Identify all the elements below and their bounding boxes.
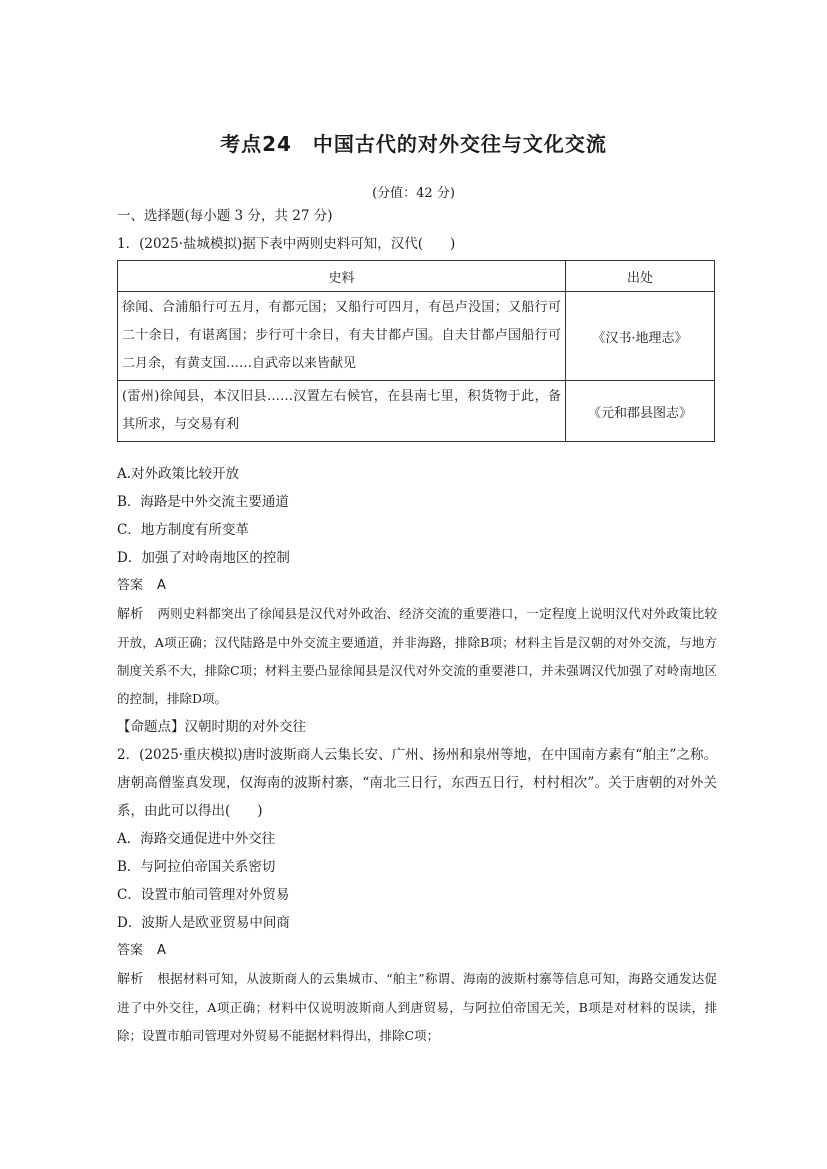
q2-stem: 2．(2025·重庆模拟)唐时波斯商人云集长安、广州、扬州和泉州等地，在中国南方素有“舶主”之称。唐朝高僧鉴真发现，仅海南的波斯村寨，“南北三日行，东西五日行，村村相次”。关于唐朝的对外关系，由此可以得出( ) bbox=[117, 747, 717, 819]
table-header-origin: 出处 bbox=[566, 261, 715, 292]
q2-answer bbox=[117, 937, 717, 965]
q1-answer bbox=[117, 572, 717, 600]
q1-analysis bbox=[117, 600, 717, 713]
q1-topic-tag: 【命题点】汉朝时期的对外交往 bbox=[117, 719, 306, 735]
q1-option-d: D．加强了对岭南地区的控制 bbox=[117, 550, 290, 566]
table-cell-source: 《汉书·地理志》 bbox=[566, 292, 715, 381]
q2-option-b: B．与阿拉伯帝国关系密切 bbox=[117, 859, 276, 875]
table-row bbox=[118, 292, 715, 381]
table-header-row bbox=[118, 261, 715, 292]
answer-label: 答案 bbox=[117, 578, 144, 593]
page-title: 考点24 中国古代的对外交往与文化交流 bbox=[220, 132, 607, 156]
table-header-source-text: 史料 bbox=[118, 261, 566, 292]
q1-option-a: A.对外政策比较开放 bbox=[117, 466, 240, 482]
answer-value: A bbox=[157, 578, 166, 593]
answer-value: A bbox=[157, 943, 166, 958]
analysis-text: 两则史料都突出了徐闻县是汉代对外政治、经济交流的重要港口，一定程度上说明汉代对外政策比较开放，A项正确；汉代陆路是中外交流主要通道，并非海路，排除B项；材料主旨是汉朝的对外交流，与地方制度关系不大，排除C项；材料主要凸显徐闻县是汉代对外交流的重要港口，并未强调汉代加强了对岭南地区的控制，排除D项。 bbox=[117, 606, 717, 706]
table-cell-text: 徐闻、合浦船行可五月，有都元国；又船行可四月，有邑卢没国；又船行可二十余日，有谌离国；步行可十余日，有夫甘都卢国。自夫甘都卢国船行可二月余，有黄支国……自武帝以来皆献见 bbox=[118, 292, 566, 381]
q2-analysis bbox=[117, 965, 717, 1050]
content bbox=[117, 202, 717, 1050]
q2-option-a: A．海路交通促进中外交往 bbox=[117, 831, 276, 847]
table-row bbox=[118, 381, 715, 442]
source-table bbox=[117, 260, 715, 442]
q2-option-d: D．波斯人是欧亚贸易中间商 bbox=[117, 915, 290, 931]
q1-option-b: B．海路是中外交流主要通道 bbox=[117, 494, 289, 510]
analysis-label: 解析 bbox=[117, 607, 144, 622]
score-note: (分值：42 分) bbox=[372, 186, 455, 201]
section-heading: 一、选择题(每小题 3 分，共 27 分) bbox=[117, 208, 333, 224]
q1-stem: 1．(2025·盐城模拟)据下表中两则史料可知，汉代( ) bbox=[117, 236, 456, 252]
q2-option-c: C．设置市舶司管理对外贸易 bbox=[117, 887, 290, 903]
q1-option-c: C．地方制度有所变革 bbox=[117, 522, 249, 538]
table-cell-source: 《元和郡县图志》 bbox=[566, 381, 715, 442]
answer-label: 答案 bbox=[117, 943, 144, 958]
analysis-label: 解析 bbox=[117, 972, 144, 987]
analysis-text: 根据材料可知，从波斯商人的云集城市、“舶主”称谓、海南的波斯村寨等信息可知，海路交通发达促进了中外交往，A项正确；材料中仅说明波斯商人到唐贸易，与阿拉伯帝国无关，B项是对材料的误读，排除；设置市舶司管理对外贸易不能据材料得出，排除C项； bbox=[117, 971, 717, 1043]
table-cell-text: (雷州)徐闻县，本汉旧县……汉置左右候官，在县南七里，积货物于此，备其所求，与交易有利 bbox=[118, 381, 566, 442]
